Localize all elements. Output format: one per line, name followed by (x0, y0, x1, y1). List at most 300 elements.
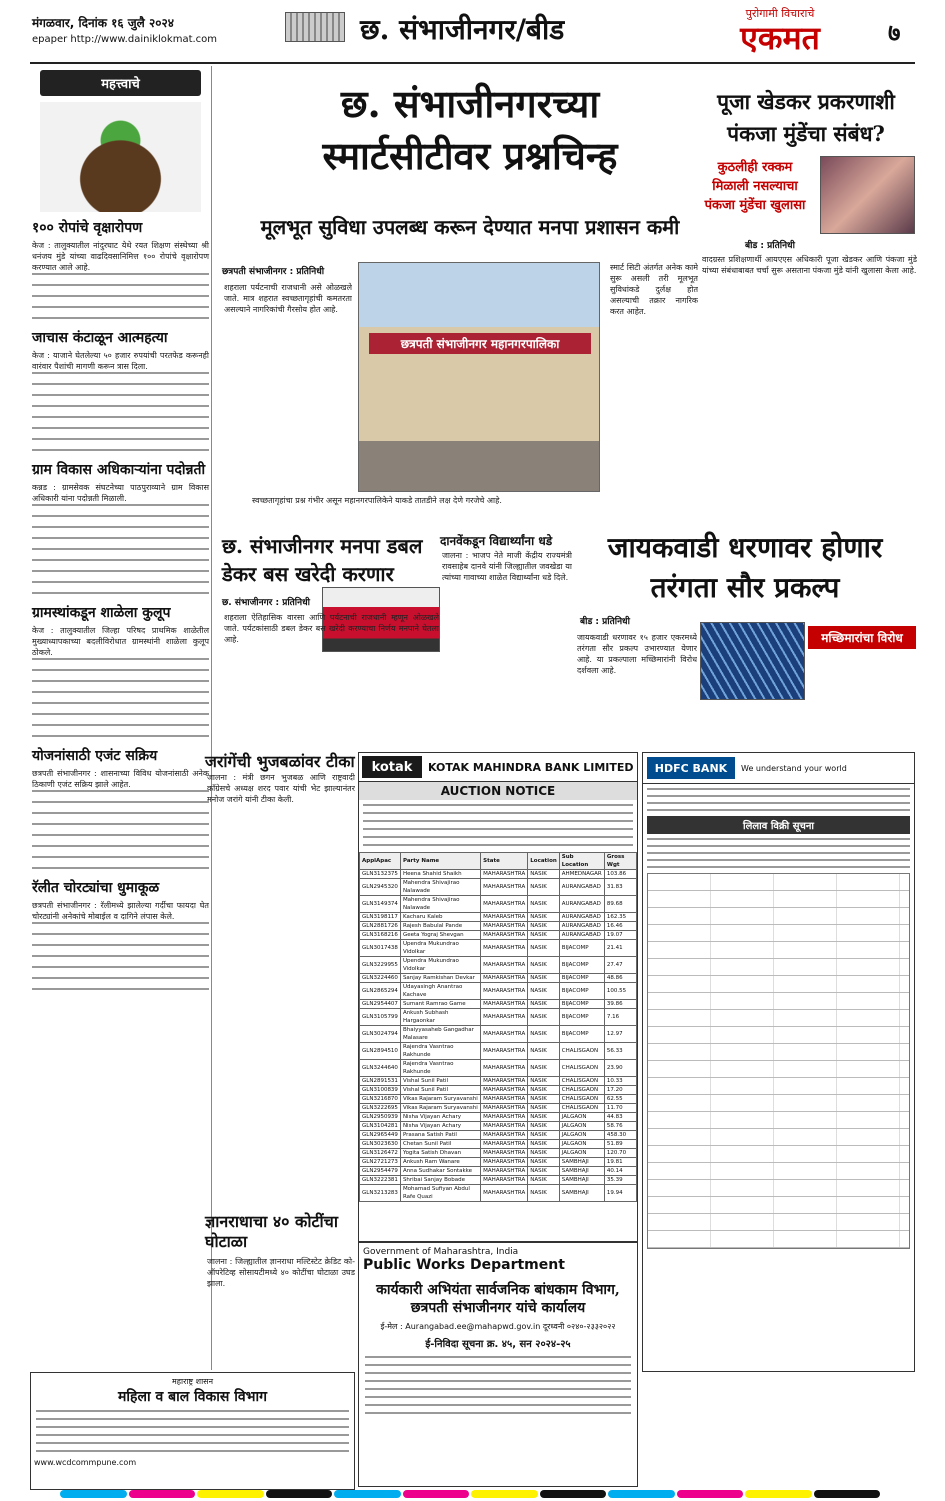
auction-row (360, 1060, 637, 1077)
auction-row (360, 870, 637, 879)
auction-cell: MAHARASHTRA (481, 983, 528, 1000)
hdfc-table-row (648, 1078, 909, 1095)
auction-cell: NASIK (528, 922, 559, 931)
auction-cell: MAHARASHTRA (481, 1140, 528, 1149)
auction-cell: 58.76 (604, 1122, 636, 1131)
auction-cell: NASIK (528, 957, 559, 974)
brief-headline: योजनांसाठी एजंट सक्रिय (32, 748, 158, 764)
auction-row (360, 1158, 637, 1167)
hdfc-table-row (648, 1027, 909, 1044)
hdfc-table-row (648, 891, 909, 908)
auction-cell: NASIK (528, 931, 559, 940)
auction-cell: NASIK (528, 1026, 559, 1043)
auction-cell: 120.70 (604, 1149, 636, 1158)
auction-cell: SAMBHAJI (559, 1167, 604, 1176)
auction-cell: 56.33 (604, 1043, 636, 1060)
brief-headline: रॅलीत चोरट्यांचा धुमाकूळ (32, 880, 160, 896)
auction-cell: AHMEDNAGAR (559, 870, 604, 879)
auction-row (360, 940, 637, 957)
masthead-brand (700, 6, 860, 55)
auction-cell: MAHARASHTRA (481, 1000, 528, 1009)
pwd-gov-label: Government of Maharashtra, India (363, 1247, 519, 1257)
hdfc-table-row (648, 1214, 909, 1231)
pwd-tender-ad (358, 1242, 638, 1487)
pwd-tender-no: ई-निविदा सूचना क्र. ४५, सन २०२४-२५ (425, 1339, 571, 1350)
auction-cell: 23.90 (604, 1060, 636, 1077)
auction-cell: NASIK (528, 1077, 559, 1086)
auction-column-header: Sub Location (559, 853, 604, 870)
auction-cell: GLN3105799 (360, 1009, 401, 1026)
auction-cell: MAHARASHTRA (481, 1131, 528, 1140)
auction-cell: BIJACOMP (559, 1026, 604, 1043)
hdfc-table-row (648, 1146, 909, 1163)
auction-cell: GLN3198117 (360, 913, 401, 922)
auction-row (360, 922, 637, 931)
auction-cell: 11.70 (604, 1104, 636, 1113)
auction-cell: GLN2881726 (360, 922, 401, 931)
brand-tagline: पुरोगामी विचाराचे (745, 7, 815, 20)
auction-cell: MAHARASHTRA (481, 922, 528, 931)
auction-cell: GLN2950939 (360, 1113, 401, 1122)
floating-solar-photo (700, 622, 805, 700)
auction-column-header: State (481, 853, 528, 870)
brief-body: केज : तालुक्यातील नांदुरघाट येथे रयत शिक्षण संस्थेच्या श्री धनंजय मुंडे यांच्या वाढदिवसानिमित्त १०० रोपांचे वृक्षारोपण करण्यात आले आहे. (32, 241, 209, 272)
auction-cell: 44.83 (604, 1113, 636, 1122)
auction-cell: MAHARASHTRA (481, 1122, 528, 1131)
auction-cell: GLN2894510 (360, 1043, 401, 1060)
auction-cell: MAHARASHTRA (481, 1095, 528, 1104)
auction-cell: NASIK (528, 1122, 559, 1131)
hdfc-property-table (647, 873, 910, 1249)
hdfc-table-row (648, 1129, 909, 1146)
auction-column-header: ApplApac (360, 853, 401, 870)
hdfc-table-row (648, 976, 909, 993)
auction-cell: GLN3126472 (360, 1149, 401, 1158)
auction-cell: NASIK (528, 1009, 559, 1026)
epaper-link[interactable]: epaper http://www.dainiklokmat.com (32, 34, 218, 45)
building-sign: छत्रपती संभाजीनगर महानगरपालिका (369, 333, 591, 354)
side-headline: पूजा खेडकर प्रकरणाशी पंकजा मुंडेंचा संबंध? (717, 89, 895, 146)
auction-cell: JALGAON (559, 1149, 604, 1158)
auction-cell: Mahendra Shivajirao Nalawade (400, 879, 480, 896)
auction-cell: 7.16 (604, 1009, 636, 1026)
auction-cell: 27.47 (604, 957, 636, 974)
auction-cell: GLN3024794 (360, 1026, 401, 1043)
auction-cell: 40.14 (604, 1167, 636, 1176)
auction-cell: MAHARASHTRA (481, 896, 528, 913)
auction-cell: JALGAON (559, 1140, 604, 1149)
bus-byline: छ. संभाजीनगर : प्रतिनिधी (222, 598, 310, 608)
hdfc-table-row (648, 1095, 909, 1112)
auction-cell: NASIK (528, 1167, 559, 1176)
auction-cell: GLN3222695 (360, 1104, 401, 1113)
auction-cell: Vikas Rajaram Suryavanshi (400, 1095, 480, 1104)
auction-cell: Kacharu Kaleb (400, 913, 480, 922)
auction-row (360, 1176, 637, 1185)
auction-cell: GLN3100839 (360, 1086, 401, 1095)
auction-cell: GLN3216870 (360, 1095, 401, 1104)
auction-cell: 458.30 (604, 1131, 636, 1140)
auction-cell: Rajesh Babulal Pande (400, 922, 480, 931)
auction-cell: Upendra Mukundrao Vidolkar (400, 957, 480, 974)
auction-cell: CHALISGAON (559, 1104, 604, 1113)
pwd-email: ई-मेल : Aurangabad.ee@mahapwd.gov.in दूरध्वनी ०२४०-२३३२०२२ (380, 1322, 616, 1331)
auction-cell: 31.83 (604, 879, 636, 896)
auction-cell: NASIK (528, 974, 559, 983)
lead-headline-line2: स्मार्टसीटीवर प्रश्नचिन्ह (322, 133, 618, 178)
auction-cell: SAMBHAJI (559, 1185, 604, 1202)
auction-cell: MAHARASHTRA (481, 1043, 528, 1060)
hdfc-table-row (648, 993, 909, 1010)
hdfc-table-row (648, 1044, 909, 1061)
auction-cell: GLN3104281 (360, 1122, 401, 1131)
auction-cell: MAHARASHTRA (481, 1009, 528, 1026)
auction-cell: GLN3149374 (360, 896, 401, 913)
solar-kicker: मच्छिमारांचा विरोध (808, 626, 916, 649)
lead-body-col3: स्मार्ट सिटी अंतर्गत अनेक कामे सुरू असली तरी मूलभूत सुविधांकडे दुर्लक्ष होत असल्याची तक्रार नागरिक करत आहेत. (610, 263, 698, 316)
hdfc-table-row (648, 1231, 909, 1248)
hdfc-table-row (648, 942, 909, 959)
auction-cell: 19.07 (604, 931, 636, 940)
auction-cell: MAHARASHTRA (481, 879, 528, 896)
auction-cell: Rajendra Vasntrao Rakhunde (400, 1060, 480, 1077)
jarange-body: जालना : मंत्री छगन भुजबळ आणि राष्ट्रवादी काँग्रेसचे अध्यक्ष शरद पवार यांची भेट झाल्यानंतर मनोज जरांगे यांनी टीका केली. (207, 773, 355, 804)
auction-cell: Upendra Mukundrao Vidolkar (400, 940, 480, 957)
auction-cell: NASIK (528, 870, 559, 879)
auction-cell: 62.55 (604, 1095, 636, 1104)
auction-cell: NASIK (528, 1176, 559, 1185)
brief-item (30, 328, 211, 451)
lead-byline: छत्रपती संभाजीनगर : प्रतिनिधी (222, 267, 325, 277)
auction-cell: GLN2891531 (360, 1077, 401, 1086)
auction-cell: Sumant Ramrao Game (400, 1000, 480, 1009)
auction-cell: GLN2954407 (360, 1000, 401, 1009)
auction-cell: NASIK (528, 1149, 559, 1158)
auction-cell: MAHARASHTRA (481, 940, 528, 957)
print-color-bar (60, 1490, 880, 1498)
auction-cell: Yogita Satish Dhavan (400, 1149, 480, 1158)
auction-cell: MAHARASHTRA (481, 913, 528, 922)
hdfc-table-row (648, 959, 909, 976)
auction-cell: MAHARASHTRA (481, 1113, 528, 1122)
auction-cell: Rajendra Vasntrao Rakhunde (400, 1043, 480, 1060)
auction-row (360, 1149, 637, 1158)
auction-cell: NASIK (528, 1131, 559, 1140)
auction-cell: Bhaiyyasaheb Gangadhar Malasare (400, 1026, 480, 1043)
auction-cell: MAHARASHTRA (481, 1185, 528, 1202)
auction-cell: Geeta Yograj Shevgan (400, 931, 480, 940)
issue-date: मंगळवार, दिनांक १६ जुलै २०२४ (32, 16, 174, 30)
auction-cell: GLN2945320 (360, 879, 401, 896)
brief-item (30, 603, 211, 737)
auction-row (360, 1000, 637, 1009)
brief-headline: १०० रोपांचे वृक्षारोपण (32, 220, 143, 236)
auction-cell: GLN3168216 (360, 931, 401, 940)
auction-cell: Prasana Satish Patil (400, 1131, 480, 1140)
auction-cell: 89.68 (604, 896, 636, 913)
brief-item (30, 218, 211, 319)
auction-notice-title: AUCTION NOTICE (359, 782, 637, 800)
auction-cell: Anna Sudhakar Sontakke (400, 1167, 480, 1176)
auction-row (360, 983, 637, 1000)
auction-cell: Mohamad Sufiyan Abdul Rafe Quazi (400, 1185, 480, 1202)
side-kicker: कुठलीही रक्कम मिळाली नसल्याचा पंकजा मुंडेंचा खुलासा (704, 160, 806, 213)
auction-cell: 12.97 (604, 1026, 636, 1043)
lead-headline (250, 78, 690, 182)
brief-item (30, 460, 211, 594)
auction-cell: AURANGABAD (559, 922, 604, 931)
auction-cell: CHALISGAON (559, 1095, 604, 1104)
auction-cell: AURANGABAD (559, 879, 604, 896)
auction-cell: 21.41 (604, 940, 636, 957)
brief-headline: जाचास कंटाळून आत्महत्या (32, 330, 168, 346)
lead-body-col2: स्वच्छतागृहांचा प्रश्न गंभीर असून महानगरपालिकेने याकडे तातडीने लक्ष देणे गरजेचे आहे. (252, 496, 502, 505)
auction-table (359, 852, 637, 1202)
auction-cell: MAHARASHTRA (481, 974, 528, 983)
auction-cell: MAHARASHTRA (481, 1158, 528, 1167)
auction-cell: 35.39 (604, 1176, 636, 1185)
wcd-website[interactable]: www.wcdcommpune.com (34, 1458, 137, 1467)
auction-cell: MAHARASHTRA (481, 1149, 528, 1158)
auction-cell: NASIK (528, 913, 559, 922)
auction-cell: NASIK (528, 1086, 559, 1095)
auction-cell: NASIK (528, 1095, 559, 1104)
auction-row (360, 1095, 637, 1104)
auction-cell: GLN3222381 (360, 1176, 401, 1185)
auction-row (360, 1086, 637, 1095)
auction-cell: NASIK (528, 940, 559, 957)
auction-row (360, 1140, 637, 1149)
solar-headline: जायकवाडी धरणावर होणार तरंगता सौर प्रकल्प (607, 531, 883, 604)
auction-cell: BIJACOMP (559, 940, 604, 957)
gyan-headline: ज्ञानराधाचा ४० कोटींचा घोटाळा (205, 1212, 338, 1251)
auction-row (360, 896, 637, 913)
pwd-dept-name: Public Works Department (363, 1257, 565, 1273)
auction-cell: NASIK (528, 1043, 559, 1060)
auction-row (360, 1077, 637, 1086)
auction-cell: Shribai Sanjay Bobade (400, 1176, 480, 1185)
auction-row (360, 1104, 637, 1113)
auction-row (360, 957, 637, 974)
auction-cell: JALGAON (559, 1131, 604, 1140)
auction-cell: Mahendra Shivajirao Nalawade (400, 896, 480, 913)
auction-cell: NASIK (528, 1000, 559, 1009)
pankaja-munde-photo (820, 156, 915, 234)
kotak-auction-ad (358, 752, 638, 1242)
auction-cell: BIJACOMP (559, 983, 604, 1000)
auction-cell: 100.55 (604, 983, 636, 1000)
auction-row (360, 1026, 637, 1043)
page-number: ७ (888, 19, 901, 47)
plant-seedling-photo (40, 102, 201, 212)
hdfc-table-row (648, 908, 909, 925)
briefs-title: महत्त्वाचे (40, 70, 201, 96)
auction-cell: Nisha Vijayan Achary (400, 1113, 480, 1122)
section-title: छ. संभाजीनगर/बीड (360, 13, 565, 46)
header-rule (30, 62, 915, 64)
auction-cell: NASIK (528, 879, 559, 896)
kotak-logo: kotak (362, 756, 422, 778)
auction-cell: NASIK (528, 1140, 559, 1149)
brief-body: केज : याजाने घेतलेल्या ५० हजार रुपयांची परतफेड करूनही वारंवार पैशांची मागणी करून त्रास दिला. (32, 351, 209, 371)
brief-headline: ग्राम विकास अधिकाऱ्यांना पदोन्नती (32, 462, 206, 478)
kotak-bank-name: KOTAK MAHINDRA BANK LIMITED (428, 760, 634, 774)
auction-cell: GLN3224460 (360, 974, 401, 983)
hdfc-tagline: We understand your world (741, 763, 847, 773)
auction-cell: 162.35 (604, 913, 636, 922)
hdfc-table-row (648, 1010, 909, 1027)
auction-cell: 17.20 (604, 1086, 636, 1095)
auction-cell: JALGAON (559, 1122, 604, 1131)
hdfc-table-row (648, 925, 909, 942)
auction-cell: CHALISGAON (559, 1060, 604, 1077)
auction-row (360, 879, 637, 896)
auction-row (360, 1185, 637, 1202)
auction-cell: Heena Shahid Shaikh (400, 870, 480, 879)
auction-cell: Nisha Vijayan Achary (400, 1122, 480, 1131)
auction-row (360, 1122, 637, 1131)
auction-cell: NASIK (528, 1158, 559, 1167)
auction-cell: SAMBHAJI (559, 1176, 604, 1185)
hdfc-table-row (648, 1163, 909, 1180)
auction-cell: Chetan Sunil Patil (400, 1140, 480, 1149)
auction-cell: GLN2721273 (360, 1158, 401, 1167)
auction-row (360, 931, 637, 940)
auction-row (360, 1113, 637, 1122)
auction-cell: 103.86 (604, 870, 636, 879)
hdfc-sale-title: लिलाव विक्री सूचना (647, 816, 910, 834)
auction-cell: MAHARASHTRA (481, 1176, 528, 1185)
lead-headline-line1: छ. संभाजीनगरच्या (340, 81, 600, 126)
auction-row (360, 1009, 637, 1026)
hdfc-table-row (648, 1180, 909, 1197)
auction-cell: MAHARASHTRA (481, 931, 528, 940)
auction-cell: CHALISGAON (559, 1043, 604, 1060)
lead-subhead: मूलभूत सुविधा उपलब्ध करून देण्यात मनपा प्रशासन कमी (260, 215, 680, 239)
brief-item (30, 746, 211, 869)
auction-cell: BIJACOMP (559, 1009, 604, 1026)
auction-cell: GLN3017438 (360, 940, 401, 957)
auction-cell: JALGAON (559, 1113, 604, 1122)
auction-cell: 19.81 (604, 1158, 636, 1167)
auction-cell: GLN2965449 (360, 1131, 401, 1140)
school-headline: दानवेंकडून विद्यार्थ्यांना धडे (440, 534, 553, 548)
auction-cell: MAHARASHTRA (481, 957, 528, 974)
auction-cell: BIJACOMP (559, 974, 604, 983)
hdfc-logo: HDFC BANK (647, 757, 735, 779)
hdfc-table-row (648, 1061, 909, 1078)
lead-body-col1: शहराला पर्यटनाची राजधानी असे ओळखले जाते. मात्र शहरात स्वच्छतागृहांची कमतरता असल्याने नागरिकांची गैरसोय होत आहे. (224, 283, 352, 314)
auction-cell: Vishal Sunil Patil (400, 1077, 480, 1086)
auction-cell: NASIK (528, 1113, 559, 1122)
auction-cell: 16.46 (604, 922, 636, 931)
auction-cell: Udayasingh Anantrao Kachave (400, 983, 480, 1000)
auction-cell: MAHARASHTRA (481, 1167, 528, 1176)
wcd-dept-name: महिला व बाल विकास विभाग (118, 1389, 267, 1405)
bus-body: शहराला ऐतिहासिक वारसा आणि पर्यटनाची राजधानी म्हणून ओळखले जाते. पर्यटकांसाठी डबल डेकर बस खरेदी करण्याचा निर्णय मनपाने घेतला आहे. (224, 613, 439, 644)
brief-body: छत्रपती संभाजीनगर : रॅलीमध्ये झालेल्या गर्दीचा फायदा घेत चोरट्यांनी अनेकांचे मोबाईल व दागिने लंपास केले. (32, 901, 209, 921)
side-byline: बीड : प्रतिनिधी (745, 241, 795, 251)
auction-row (360, 1131, 637, 1140)
auction-cell: BIJACOMP (559, 1000, 604, 1009)
auction-cell: NASIK (528, 1104, 559, 1113)
solar-body: जायकवाडी धरणावर १५ हजार एकरमध्ये तरंगता सौर प्रकल्प उभारण्यात येणार आहे. या प्रकल्पाला मच्छिमारांनी विरोध दर्शवला आहे. (577, 633, 697, 675)
auction-cell: AURANGABAD (559, 896, 604, 913)
auction-cell: GLN3132375 (360, 870, 401, 879)
auction-cell: GLN3023630 (360, 1140, 401, 1149)
auction-cell: GLN2865294 (360, 983, 401, 1000)
auction-row (360, 913, 637, 922)
bus-headline: छ. संभाजीनगर मनपा डबल डेकर बस खरेदी करणार (222, 534, 423, 586)
brief-item (30, 878, 211, 990)
school-body: जालना : भाजप नेते माजी केंद्रीय राज्यमंत्री रावसाहेब दानवे यांनी जिल्ह्यातील जवखेडा या त्यांच्या गावाच्या शाळेत विद्यार्थ्यांना धडे दिले. (442, 551, 572, 582)
auction-cell: NASIK (528, 1185, 559, 1202)
auction-cell: NASIK (528, 1060, 559, 1077)
briefs-column (30, 66, 212, 1370)
gyan-body: जालना : जिल्ह्यातील ज्ञानराधा मल्टिस्टेट क्रेडिट को-ऑपरेटिव्ह सोसायटीमध्ये ४० कोटींचा घोटाळा उघड झाला. (207, 1257, 355, 1288)
solar-byline: बीड : प्रतिनिधी (580, 617, 630, 627)
auction-column-header: Gross Wgt (604, 853, 636, 870)
auction-cell: MAHARASHTRA (481, 1077, 528, 1086)
auction-cell: AURANGABAD (559, 913, 604, 922)
auction-row (360, 1167, 637, 1176)
auction-cell: Ankush Ram Wanare (400, 1158, 480, 1167)
auction-cell: 10.33 (604, 1077, 636, 1086)
brief-body: छत्रपती संभाजीनगर : शासनाच्या विविध योजनांसाठी अनेक ठिकाणी एजंट सक्रिय झाले आहेत. (32, 769, 209, 789)
auction-cell: MAHARASHTRA (481, 1060, 528, 1077)
auction-cell: Vishal Sunil Patil (400, 1086, 480, 1095)
side-body: वादग्रस्त प्रशिक्षणार्थी आयएएस अधिकारी पूजा खेडकर आणि पंकजा मुंडे यांच्या संबंधाबाबत चर्चा सुरू असताना पंकजा मुंडे यांनी खुलासा केला आहे. (702, 255, 917, 275)
auction-cell: NASIK (528, 983, 559, 1000)
auction-cell: CHALISGAON (559, 1086, 604, 1095)
brief-body: केज : तालुक्यातील जिल्हा परिषद प्राथमिक शाळेतील मुख्याध्यापकाच्या बदलीविरोधात ग्रामस्थांनी शाळेला कुलूप ठोकले. (32, 626, 209, 657)
auction-cell: MAHARASHTRA (481, 870, 528, 879)
auction-cell: 19.94 (604, 1185, 636, 1202)
hdfc-sale-ad (642, 752, 915, 1372)
auction-cell: GLN3244640 (360, 1060, 401, 1077)
hdfc-table-row (648, 1197, 909, 1214)
auction-cell: GLN3229955 (360, 957, 401, 974)
auction-cell: MAHARASHTRA (481, 1026, 528, 1043)
auction-cell: GLN3213283 (360, 1185, 401, 1202)
jarange-headline: जरांगेंची भुजबळांवर टीका (205, 752, 355, 771)
municipal-building-photo (358, 262, 600, 492)
hdfc-table-row (648, 1112, 909, 1129)
auction-cell: MAHARASHTRA (481, 1086, 528, 1095)
auction-cell: Vikas Rajaram Suryavanshi (400, 1104, 480, 1113)
city-skyline-logo (285, 12, 345, 42)
auction-cell: SAMBHAJI (559, 1158, 604, 1167)
auction-row (360, 974, 637, 983)
brief-headline: ग्रामस्थांकडून शाळेला कुलूप (32, 605, 171, 621)
auction-cell: 48.86 (604, 974, 636, 983)
auction-cell: GLN2954479 (360, 1167, 401, 1176)
auction-cell: Ankush Subhash Hargaonkar (400, 1009, 480, 1026)
wcd-gov-label: महाराष्ट्र शासन (171, 1377, 214, 1386)
wcd-ad (30, 1372, 355, 1490)
brand-name: एकमत (740, 19, 820, 57)
auction-cell: NASIK (528, 896, 559, 913)
auction-cell: Sanjay Ramkishan Devkar (400, 974, 480, 983)
pwd-office-name: कार्यकारी अभियंता सार्वजनिक बांधकाम विभाग, छत्रपती संभाजीनगर यांचे कार्यालय (376, 1282, 620, 1316)
auction-row (360, 1043, 637, 1060)
auction-cell: 51.89 (604, 1140, 636, 1149)
auction-cell: MAHARASHTRA (481, 1104, 528, 1113)
auction-cell: CHALISGAON (559, 1077, 604, 1086)
auction-cell: 39.86 (604, 1000, 636, 1009)
auction-column-header: Party Name (400, 853, 480, 870)
hdfc-table-row (648, 874, 909, 891)
